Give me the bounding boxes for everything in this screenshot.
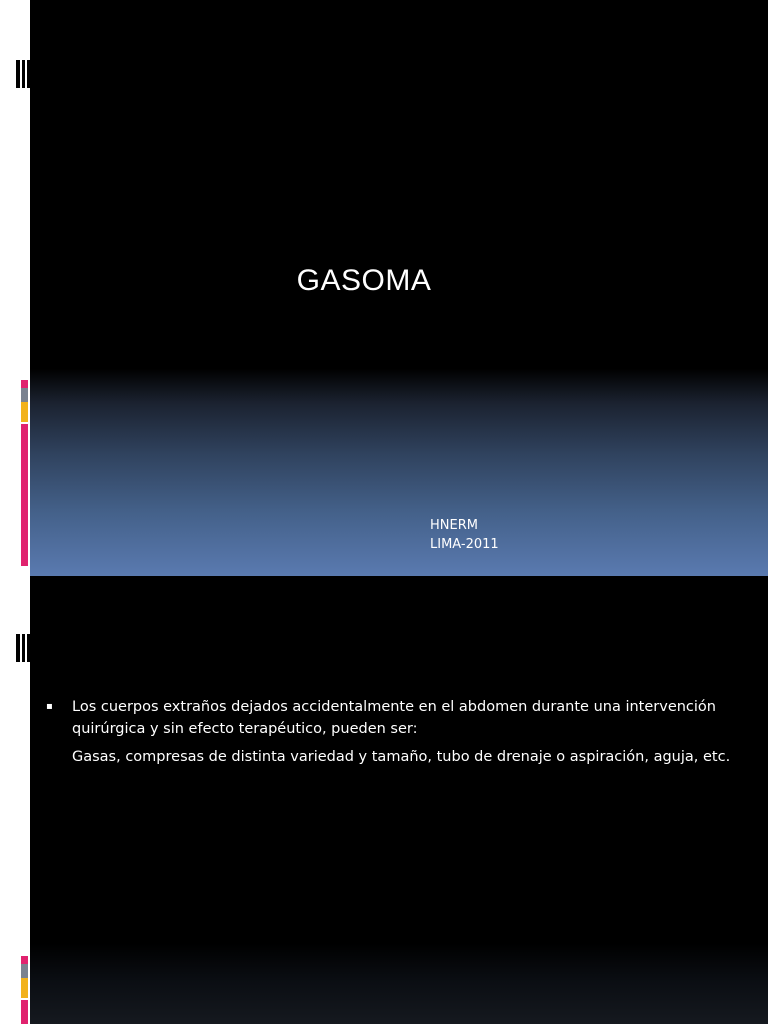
title-slide xyxy=(30,0,768,576)
bullet-square-icon: ▪ xyxy=(46,701,53,712)
subtitle-line-hospital: HNERM xyxy=(430,518,478,533)
slide-subtitle xyxy=(430,516,499,554)
subtitle-line-place-year: LIMA-2011 xyxy=(430,537,499,552)
bullet-text: Los cuerpos extraños dejados accidentalmente en el abdomen durante una intervención quirúrgica y sin efecto terapéutico, pueden ser: xyxy=(72,699,716,737)
bullet-item xyxy=(46,696,762,740)
slide-accent-bar xyxy=(21,380,28,566)
slide-title: GASOMA xyxy=(296,264,432,297)
slide-body xyxy=(46,696,762,768)
content-slide xyxy=(30,576,768,1024)
body-paragraph: Gasas, compresas de distinta variedad y tamaño, tubo de drenaje o aspiración, aguja, etc. xyxy=(72,749,731,765)
slide-accent-bar xyxy=(21,956,28,1024)
